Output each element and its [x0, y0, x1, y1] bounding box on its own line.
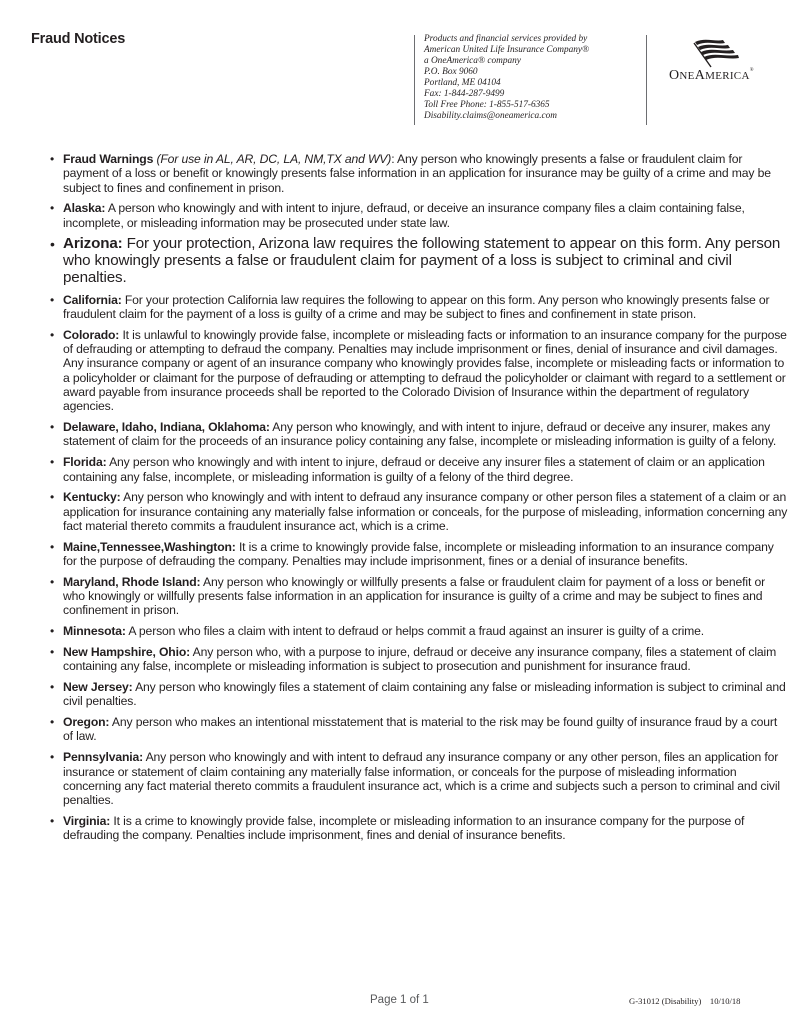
notice-delaware-idaho-indiana-oklahoma [28, 420, 788, 449]
bullet-icon: • [50, 750, 55, 765]
provider-line: Products and financial services provided by [424, 34, 588, 44]
notice-arizona [28, 236, 788, 286]
notice-state: Pennsylvania: [63, 750, 144, 765]
bullet-icon: • [50, 574, 55, 589]
notice-text: For your protection, Arizona law requires the following statement to appear on this form. Any person who knowingly presents a false or fraudulent claim for payment of a loss is subject to criminal and civil penalties. [63, 235, 781, 286]
bullet-icon: • [50, 327, 55, 342]
bullet-icon: • [50, 624, 55, 639]
notice-state: Oregon: [63, 715, 110, 730]
provider-phone: Toll Free Phone: 1-855-517-6365 [424, 100, 550, 110]
notice-state: Colorado: [63, 327, 120, 342]
bullet-icon: • [50, 490, 55, 505]
notice-text: It is a crime to knowingly provide false, incomplete or misleading information to an insurance company for the purpose of defrauding the company. Penalties include imprisonment, fines and denial of insurance benefits. [63, 813, 745, 843]
notice-state: Arizona: [63, 235, 123, 253]
bullet-icon: • [50, 645, 55, 659]
notice-maine-tennessee-washington [28, 540, 788, 569]
oneamerica-logo [661, 38, 781, 83]
bullet-icon: • [50, 813, 55, 828]
provider-fax: Fax: 1-844-287-9499 [424, 89, 505, 99]
bullet-icon: • [50, 292, 55, 307]
flag-icon [691, 38, 741, 68]
page-title: Fraud Notices [31, 31, 126, 47]
notice-text: Any person who knowingly and with intent to injure, defraud or deceive any insurer files a statement of claim or an application containing any false, incomplete, or misleading information is guilty of a felony of the third degree. [63, 455, 765, 484]
notice-text: Any person who knowingly presents a false or fraudulent claim for payment of a loss or benefit or knowingly presents false information in an application for insurance may be guilty of a crime and may be subject to fines and confinement in prison. [63, 152, 771, 195]
bullet-icon: • [50, 715, 55, 730]
bullet-icon: • [50, 539, 55, 554]
notice-alaska [28, 201, 788, 230]
bullet-icon: • [50, 236, 55, 253]
page-number: Page 1 of 1 [370, 994, 429, 1006]
provider-info [424, 34, 639, 122]
notice-maryland-rhode-island [28, 575, 788, 618]
provider-city: Portland, ME 04104 [424, 78, 501, 88]
notice-pennsylvania [28, 750, 788, 807]
notice-state: Kentucky: [63, 490, 121, 505]
notice-qualifier: (For use in AL, AR, DC, LA, NM,TX and WV) [156, 152, 392, 166]
notice-new-hampshire-ohio [28, 645, 788, 674]
notice-text: Any person who knowingly, and with intent to injure, defraud or deceive any insurer, makes any statement of claim for the proceeds of an insurance policy containing any false, incomplete or misleading information is guilty of a felony. [63, 420, 777, 449]
logo-wordmark: ONEAMERICA® [669, 68, 754, 83]
notice-minnesota [28, 624, 788, 638]
bullet-icon: • [50, 455, 55, 470]
notice-text: Any person who knowingly files a statement of claim containing any false or misleading information is subject to criminal and civil penalties. [63, 680, 786, 709]
notice-california [28, 293, 788, 322]
notice-kentucky [28, 490, 788, 533]
provider-email[interactable]: Disability.claims@oneamerica.com [424, 111, 558, 121]
notice-state: Delaware, Idaho, Indiana, Oklahoma: [63, 420, 270, 435]
notice-florida [28, 455, 788, 484]
notice-state: Florida: [63, 455, 107, 470]
notice-state: Maryland, Rhode Island: [63, 574, 201, 589]
notice-colorado [28, 328, 788, 414]
notice-text: A person who knowingly and with intent to injure, defraud, or deceive an insurance company files a claim containing false, incomplete, or misleading information may be prosecuted under state law. [63, 201, 745, 230]
notice-virginia [28, 814, 788, 843]
form-code: G-31012 (Disability) 10/10/18 [629, 996, 741, 1006]
notice-state: Fraud Warnings [63, 152, 154, 166]
notice-text: A person who files a claim with intent to defraud or helps commit a fraud against an insurer is guilty of a crime. [125, 624, 705, 639]
notice-text: It is a crime to knowingly provide false, incomplete or misleading information to an insurance company for the purpose of defrauding the company. Penalties may include imprisonment, fines or a denial of insurance benefits. [63, 539, 774, 569]
provider-address: P.O. Box 9060 [424, 67, 478, 77]
notice-text: It is unlawful to knowingly provide false, incomplete or misleading facts or information to an insurance company for the purpose of defrauding or attempting to defraud the company. Penalties may include imprisonment or fines, denial of insurance and civil damages. Any insurance company or agent of an insurance company who knowingly provides false, incomplete or misleading facts or information to a policyholder or claimant for the purpose of defrauding or attempting to defraud the policyholder or claimant with regard to a settlement or award payable from insurance proceeds shall be reported to the Colorado Division of Insurance within the department of regulatory agencies. [63, 327, 787, 414]
bullet-icon: • [50, 152, 55, 166]
notice-new-jersey [28, 680, 788, 709]
notice-state: Virginia: [63, 813, 111, 828]
provider-line: American United Life Insurance Company® [424, 45, 590, 55]
notice-separator: : [391, 152, 395, 166]
provider-line: a OneAmerica® company [424, 56, 521, 66]
notice-text: Any person who knowingly and with intent to defraud any insurance company or other person files a statement of a claim or an application for insurance containing any materially false information or conceals, for the purpose of misleading, information concerning any fact material thereto commits a fraudulent insurance act, which is a crime. [63, 490, 788, 533]
header-divider-right [646, 35, 647, 125]
notice-text: Any person who knowingly or willfully presents a false or fraudulent claim for payment of a loss or benefit or who knowingly or willfully presents false information in an application for insurance is guilty of a crime and may be subject to fines and confinement in prison. [63, 574, 765, 618]
notice-text: Any person who makes an intentional misstatement that is material to the risk may be found guilty of insurance fraud by a court of law. [63, 715, 778, 744]
notice-state: New Hampshire, Ohio: [63, 645, 191, 659]
notice-text: Any person who knowingly and with intent to defraud any insurance company or any other person, files an application for insurance or statement of claim containing any materially false information, or conceals for the purpose of misleading information concerning any fact material thereto commits a fraudulent insurance act, which is a crime and subjects such a person to criminal and civil penalties. [63, 750, 780, 808]
header-divider-left [414, 35, 415, 125]
bullet-icon: • [50, 680, 55, 695]
notice-state: Maine,Tennessee,Washington: [63, 539, 236, 554]
fraud-notice-list [28, 152, 788, 849]
notice-state: New Jersey: [63, 680, 133, 695]
notice-text: Any person who, with a purpose to injure, defraud or deceive any insurance company, files a statement of claim containing any false, incomplete or misleading information is subject to prosecution and punishment for insurance fraud. [63, 645, 777, 674]
notice-fraud-warnings [28, 152, 788, 195]
notice-state: Minnesota: [63, 624, 126, 639]
bullet-icon: • [50, 420, 55, 435]
bullet-icon: • [50, 201, 55, 216]
notice-state: Alaska: [63, 201, 106, 216]
notice-text: For your protection California law requires the following to appear on this form. Any person who knowingly presents false or fraudulent claim for the payment of a loss is guilty of a crime and may be subject to fines and confinement in state prison. [63, 292, 770, 322]
notice-state: California: [63, 292, 122, 307]
notice-oregon [28, 715, 788, 744]
